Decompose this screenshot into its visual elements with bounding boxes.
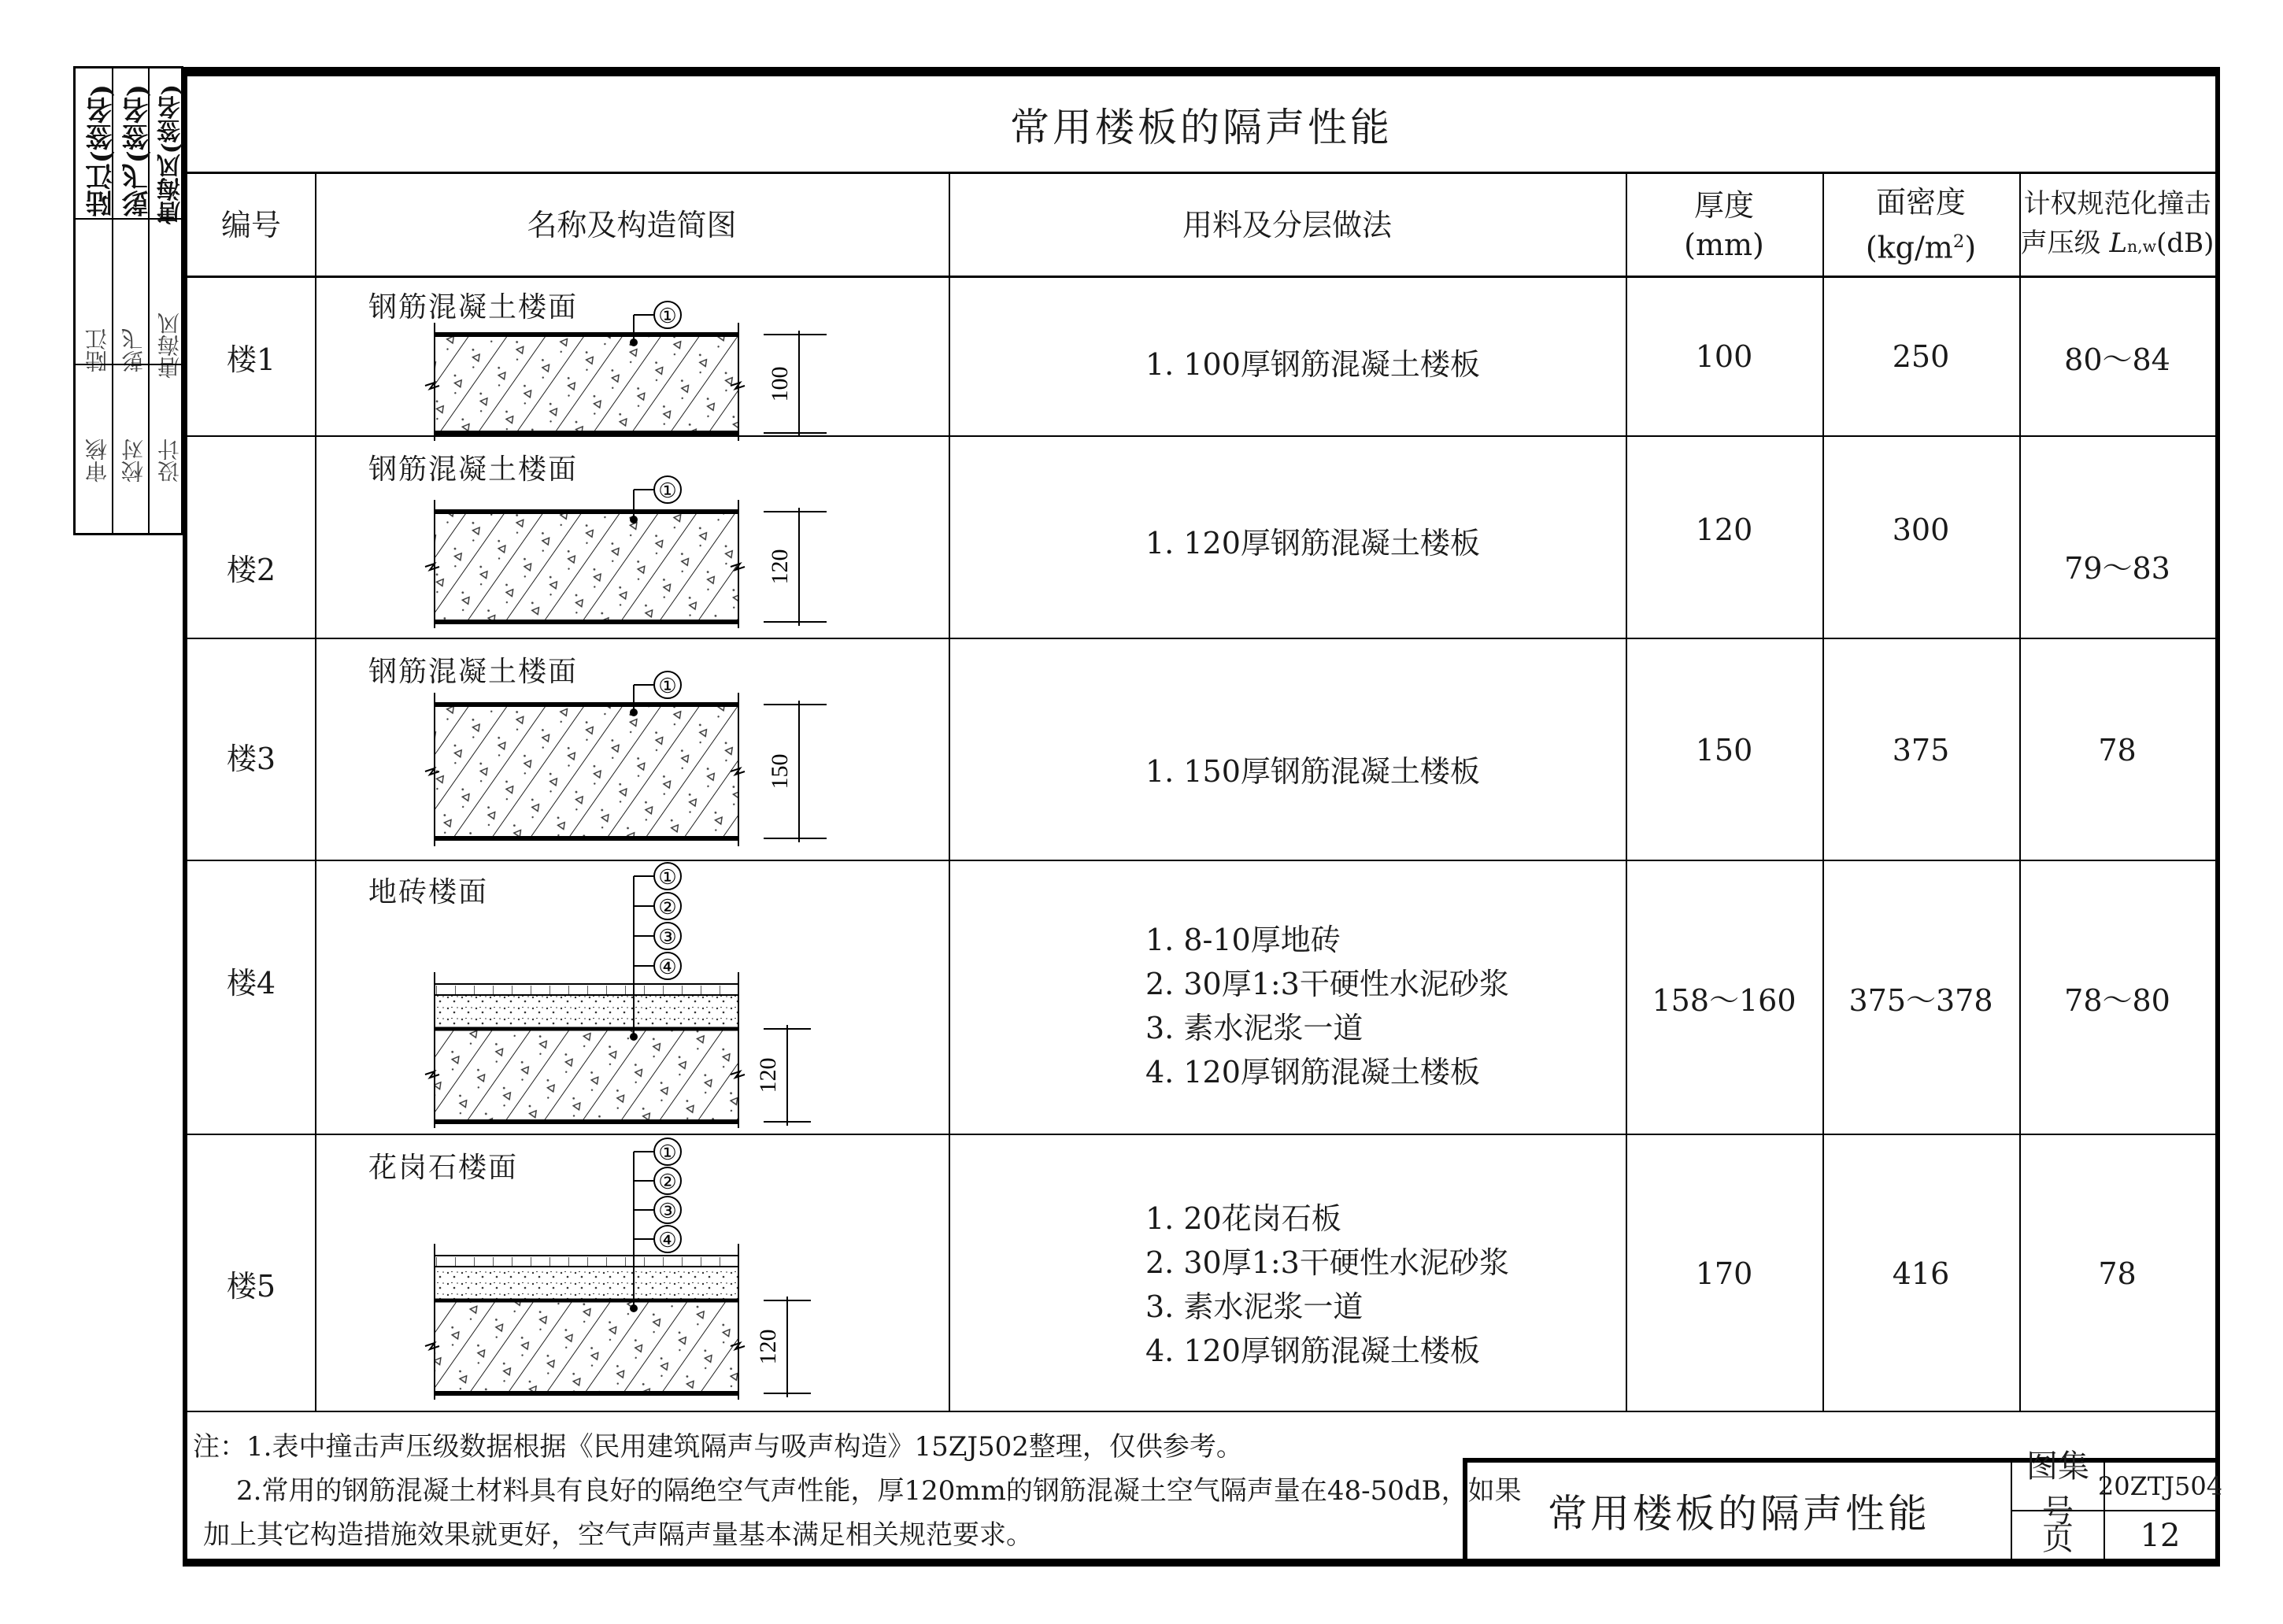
callout-1: ① [658, 305, 677, 327]
header-density-unit [1866, 222, 1976, 268]
density-unit-close: ) [1964, 230, 1977, 265]
row-4-material-2: 2. 30厚1:3干硬性水泥砂浆 [1145, 967, 1509, 1001]
row-2-code: 楼2 [226, 552, 276, 587]
column-divider [315, 172, 316, 1411]
note-2-continued: 加上其它构造措施效果就更好，空气声隔声量基本满足相关规范要求。 [203, 1519, 1033, 1551]
row-1-density: 250 [1892, 339, 1950, 374]
row-1-material-1: 1. 100厚钢筋混凝土楼板 [1145, 347, 1480, 382]
strip-name-review: 陆江 [84, 328, 110, 372]
row-2-density: 300 [1892, 512, 1950, 547]
density-unit-text: (kg/m [1865, 230, 1953, 265]
row-5-code: 楼5 [226, 1268, 276, 1304]
callout-2: ② [658, 1171, 677, 1193]
row-5-material-3: 3. 素水泥浆一道 [1145, 1289, 1364, 1324]
note-1: 注：1.表中撞击声压级数据根据《民用建筑隔声与吸声构造》15ZJ502整理，仅供参考。 [193, 1431, 1243, 1463]
row-3-thickness: 150 [1695, 732, 1753, 768]
header-thickness-unit: (mm) [1684, 227, 1764, 262]
row-4-dimension: 120 [755, 1057, 781, 1093]
row-1-dimension: 100 [767, 366, 793, 402]
strip-role-review: 审核 [84, 438, 110, 483]
header-thickness [1626, 174, 1822, 276]
strip-role-proofread: 校对 [120, 438, 146, 483]
row-4-diagram-label: 地砖楼面 [368, 876, 489, 908]
strip-role-design: 设计 [157, 438, 183, 483]
signature-strip [73, 66, 183, 535]
row-4-impact: 78～80 [2064, 983, 2170, 1018]
atlas-number-label: 图集号 [2026, 1448, 2089, 1530]
row-5-material-4: 4. 120厚钢筋混凝土楼板 [1145, 1334, 1480, 1368]
row-4-tile-floor-diagram [417, 862, 827, 1130]
row-1-diagram-label: 钢筋混凝土楼面 [368, 291, 579, 324]
row-3-code: 楼3 [226, 741, 276, 776]
signature-proofread: 彭飞(签名) [122, 84, 154, 217]
row-4-material-4: 4. 120厚钢筋混凝土楼板 [1145, 1055, 1480, 1089]
row-1-code: 楼1 [226, 342, 276, 377]
row-2-slab-diagram [417, 472, 827, 630]
column-divider [949, 172, 950, 1411]
strip-name-design: 唐海风 [157, 313, 183, 379]
callout-1: ① [658, 479, 677, 502]
header-impact-label: 计权规范化撞击 [2023, 187, 2211, 220]
row-5-impact: 78 [2098, 1256, 2137, 1291]
strip-name-proofread: 彭飞 [120, 328, 146, 372]
row-4-material-1: 1. 8-10厚地砖 [1145, 923, 1341, 957]
row-divider [183, 860, 2220, 861]
signature-review: 陆江(签名) [86, 84, 117, 217]
row-4-thickness: 158～160 [1652, 983, 1796, 1018]
row-2-impact: 79～83 [2064, 551, 2170, 586]
page-label: 页 [2042, 1520, 2074, 1557]
row-1-impact: 80～84 [2064, 342, 2170, 377]
impact-unit: (dB) [2156, 227, 2215, 259]
header-materials: 用料及分层做法 [1182, 207, 1392, 242]
callout-3: ③ [658, 1200, 677, 1223]
strip-column-proofread [112, 68, 154, 533]
strip-divider [76, 364, 181, 365]
row-5-granite-floor-diagram [417, 1138, 827, 1405]
callout-1: ① [658, 675, 677, 697]
row-3-slab-diagram [417, 669, 827, 850]
row-3-density: 375 [1892, 732, 1950, 768]
row-5-material-1: 1. 20花岗石板 [1145, 1201, 1341, 1236]
strip-divider [76, 218, 181, 220]
header-code: 编号 [220, 207, 281, 242]
page-number: 12 [2140, 1518, 2181, 1554]
row-3-material-1: 1. 150厚钢筋混凝土楼板 [1145, 754, 1480, 789]
row-1-thickness: 100 [1695, 339, 1753, 374]
impact-subscript: n,w [2127, 236, 2157, 256]
row-5-density: 416 [1892, 1256, 1950, 1291]
atlas-number-value: 20ZTJ504 [2097, 1471, 2223, 1501]
strip-column-design [148, 68, 184, 533]
density-unit-sup: 2 [1952, 231, 1965, 252]
row-3-diagram-label: 钢筋混凝土楼面 [368, 656, 579, 688]
header-impact [2019, 174, 2215, 276]
page-title: 常用楼板的隔声性能 [1010, 104, 1393, 150]
header-density [1822, 174, 2019, 276]
row-2-dimension: 120 [767, 549, 793, 585]
row-divider [183, 1134, 2220, 1135]
row-1-slab-diagram [417, 299, 827, 441]
callout-1: ① [658, 866, 677, 889]
row-5-material-2: 2. 30厚1:3干硬性水泥砂浆 [1145, 1245, 1509, 1280]
row-5-thickness: 170 [1695, 1256, 1753, 1291]
row-4-density: 375～378 [1848, 983, 1993, 1018]
impact-symbol: L [2109, 227, 2128, 259]
row-divider [183, 638, 2220, 639]
row-2-material-1: 1. 120厚钢筋混凝土楼板 [1145, 526, 1480, 560]
note-2: 2.常用的钢筋混凝土材料具有良好的隔绝空气声性能，厚120mm的钢筋混凝土空气隔声量在48-50dB，如果 [236, 1475, 1522, 1507]
callout-3: ③ [658, 926, 677, 949]
callout-4: ④ [658, 956, 677, 978]
callout-4: ④ [658, 1229, 677, 1252]
row-3-dimension: 150 [767, 753, 793, 790]
header-diagram: 名称及构造简图 [527, 207, 737, 242]
row-2-thickness: 120 [1695, 512, 1753, 547]
header-density-label: 面密度 [1875, 184, 1966, 220]
title-block-title: 常用楼板的隔声性能 [1548, 1491, 1930, 1537]
header-impact-unit [2021, 224, 2215, 266]
signature-design: 唐海风(签名) [157, 84, 185, 225]
table-bottom-line [183, 1411, 2220, 1412]
row-5-dimension: 120 [755, 1329, 781, 1365]
row-4-material-3: 3. 素水泥浆一道 [1145, 1011, 1364, 1045]
row-3-impact: 78 [2098, 732, 2137, 768]
row-5-diagram-label: 花岗石楼面 [368, 1152, 519, 1184]
callout-1: ① [658, 1141, 677, 1164]
strip-column-review [76, 68, 117, 533]
row-2-diagram-label: 钢筋混凝土楼面 [368, 453, 579, 486]
row-4-code: 楼4 [226, 965, 276, 1001]
header-thickness-label: 厚度 [1693, 187, 1754, 223]
callout-2: ② [658, 896, 677, 919]
impact-prefix: 声压级 [2020, 227, 2110, 259]
